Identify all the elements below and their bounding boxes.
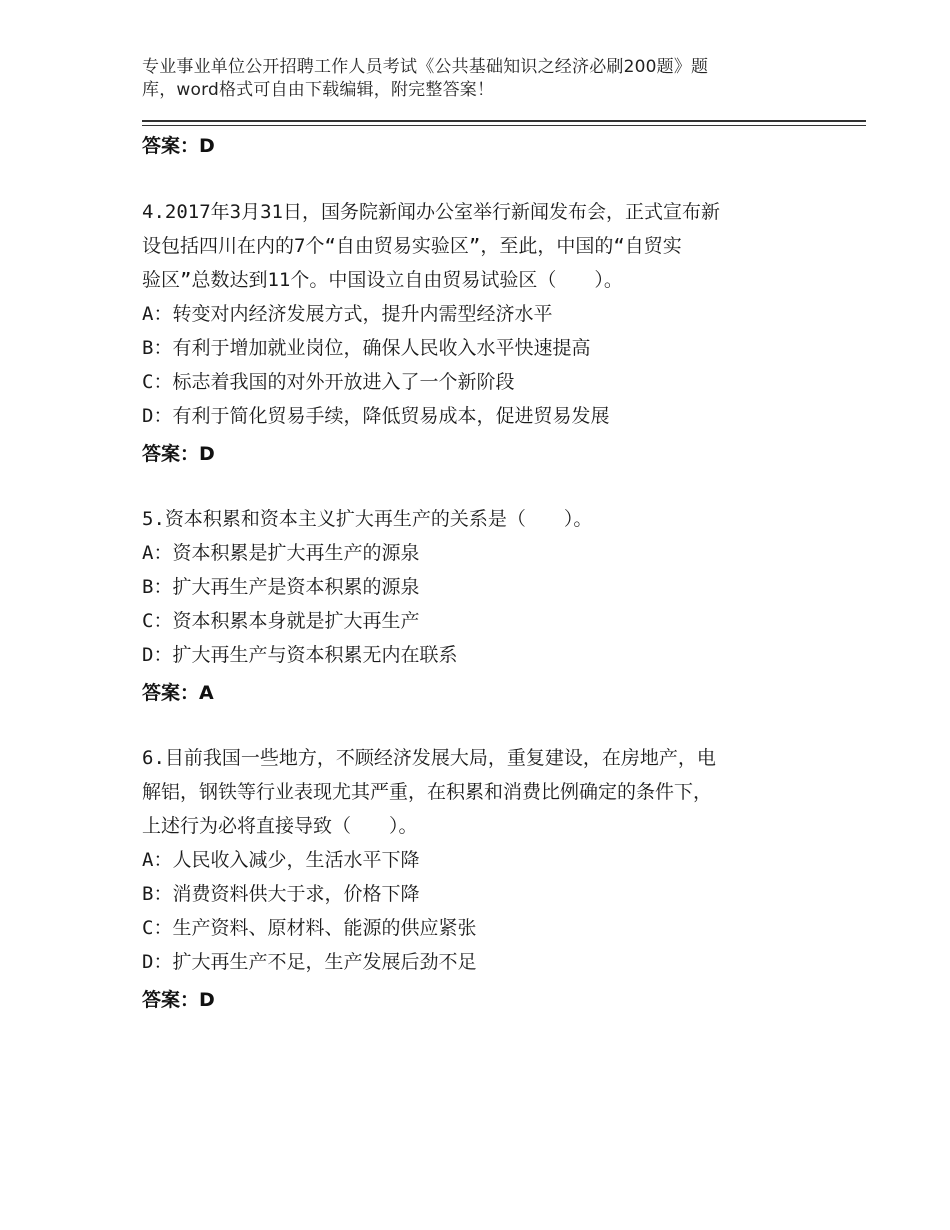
question-5	[142, 502, 822, 536]
option-d: D：扩大再生产不足，生产发展后劲不足	[142, 951, 477, 973]
header-line: 专业事业单位公开招聘工作人员考试《公共基础知识之经济必刷200题》题	[142, 57, 709, 77]
option-d: D：有利于简化贸易手续，降低贸易成本，促进贸易发展	[142, 405, 610, 427]
question-line: 上述行为必将直接导致（ ）。	[142, 815, 418, 837]
header-line: 库，word格式可自由下载编辑，附完整答案！	[142, 80, 495, 100]
option-d: D：扩大再生产与资本积累无内在联系	[142, 644, 458, 666]
answer-label: 答案：D	[142, 443, 215, 465]
answer-label: 答案：A	[142, 682, 214, 704]
question-line: 4.2017年3月31日，国务院新闻办公室举行新闻发布会，正式宣布新	[142, 201, 720, 223]
question-line: 5.资本积累和资本主义扩大再生产的关系是（ ）。	[142, 508, 593, 530]
answer-label: 答案：D	[142, 135, 215, 157]
option-c: C：资本积累本身就是扩大再生产	[142, 610, 420, 632]
header-rule	[142, 120, 866, 122]
option-b: B：有利于增加就业岗位，确保人民收入水平快速提高	[142, 337, 591, 359]
question-line: 6.目前我国一些地方，不顾经济发展大局，重复建设，在房地产，电	[142, 747, 716, 769]
option-a: A：人民收入减少，生活水平下降	[142, 849, 420, 871]
option-b: B：扩大再生产是资本积累的源泉	[142, 576, 420, 598]
option-b: B：消费资料供大于求，价格下降	[142, 883, 420, 905]
option-a: A：转变对内经济发展方式，提升内需型经济水平	[142, 303, 553, 325]
header-rule-thin	[142, 125, 866, 126]
question-line: 解铝，钢铁等行业表现尤其严重，在积累和消费比例确定的条件下，	[142, 781, 713, 803]
question-line: 设包括四川在内的7个“自由贸易实验区”，至此，中国的“自贸实	[142, 235, 682, 257]
question-6	[142, 741, 822, 843]
option-c: C：标志着我国的对外开放进入了一个新阶段	[142, 371, 515, 393]
document-header	[142, 56, 822, 102]
answer-label: 答案：D	[142, 989, 215, 1011]
option-c: C：生产资料、原材料、能源的供应紧张	[142, 917, 477, 939]
question-line: 验区”总数达到11个。中国设立自由贸易试验区（ ）。	[142, 269, 623, 291]
option-a: A：资本积累是扩大再生产的源泉	[142, 542, 420, 564]
question-4	[142, 195, 822, 297]
